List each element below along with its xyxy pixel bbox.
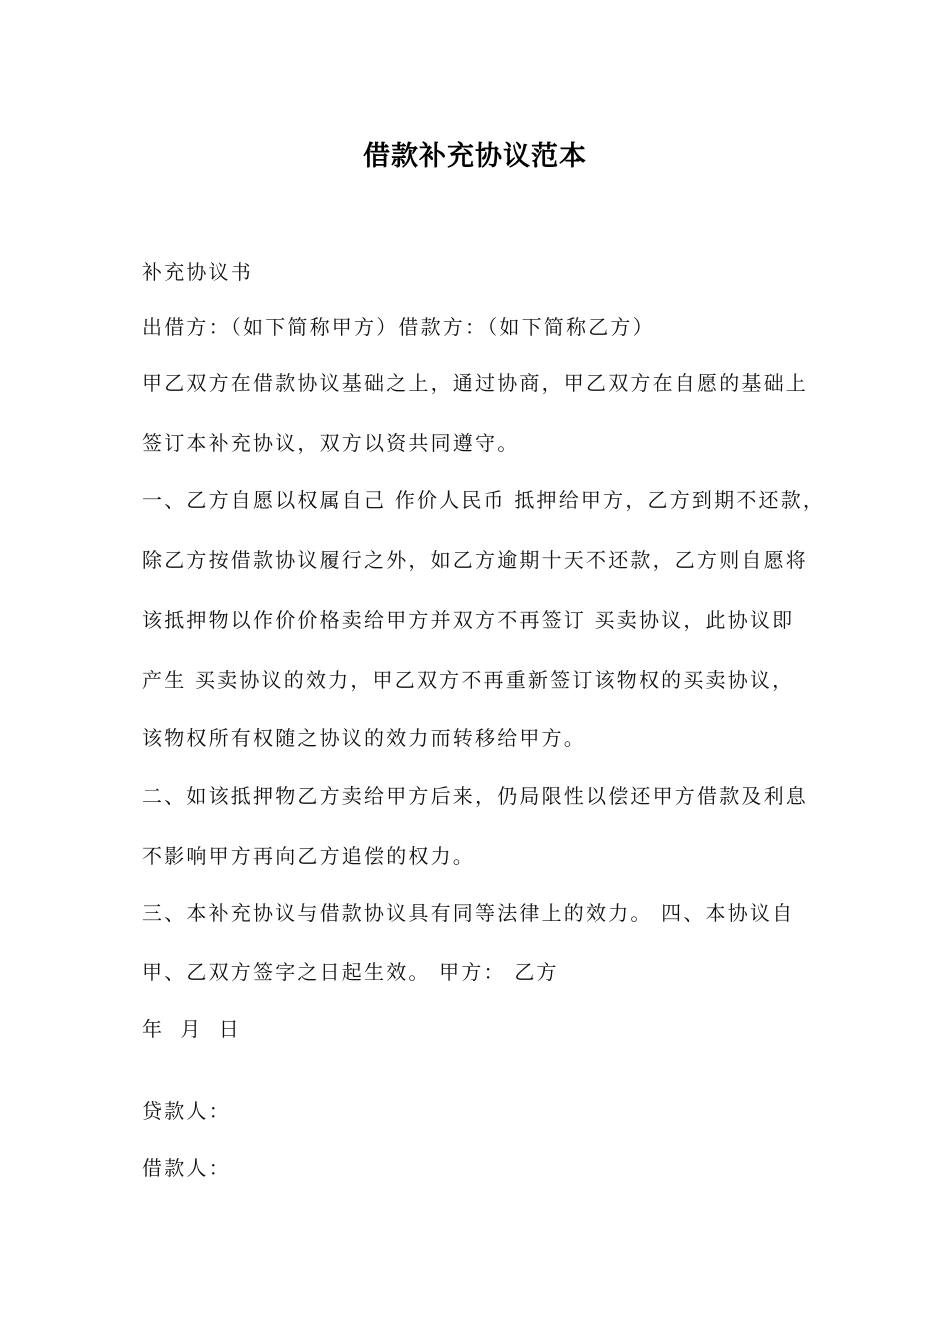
body-line: 签订本补充协议，双方以资共同遵守。 xyxy=(142,431,520,455)
clause-2-line: 二、如该抵押物乙方卖给甲方后来，仍局限性以偿还甲方借款及利息 xyxy=(142,784,808,808)
body-line: 产生 买卖协议的效力，甲乙双方不再重新签订该物权的买卖协议， xyxy=(142,668,795,692)
body-line: 该物权所有权随之协议的效力而转移给甲方。 xyxy=(142,726,586,750)
body-line: 不影响甲方再向乙方追偿的权力。 xyxy=(142,844,475,868)
body-line: 该抵押物以作价价格卖给甲方并双方不再签订 买卖协议，此协议即 xyxy=(142,608,795,632)
clause-1-line: 一、乙方自愿以权属自己 作价人民币 抵押给甲方，乙方到期不还款， xyxy=(142,488,826,512)
signature-line: 甲、乙双方签字之日起生效。 甲方： 乙方 xyxy=(142,960,559,984)
parties-line: 出借方：（如下简称甲方）借款方：（如下简称乙方） xyxy=(142,315,655,339)
clause-3-line: 三、本补充协议与借款协议具有同等法律上的效力。 四、本协议自 xyxy=(142,901,795,925)
date-line: 年 月 日 xyxy=(142,1017,245,1041)
lender-label: 贷款人： xyxy=(142,1099,231,1123)
body-line: 除乙方按借款协议履行之外，如乙方逾期十天不还款，乙方则自愿将 xyxy=(142,548,808,572)
borrower-label: 借款人： xyxy=(142,1156,231,1180)
body-line: 甲乙双方在借款协议基础之上，通过协商，甲乙双方在自愿的基础上 xyxy=(142,371,808,395)
document-title: 借款补充协议范本 xyxy=(363,141,587,172)
agreement-heading: 补充协议书 xyxy=(142,260,253,284)
